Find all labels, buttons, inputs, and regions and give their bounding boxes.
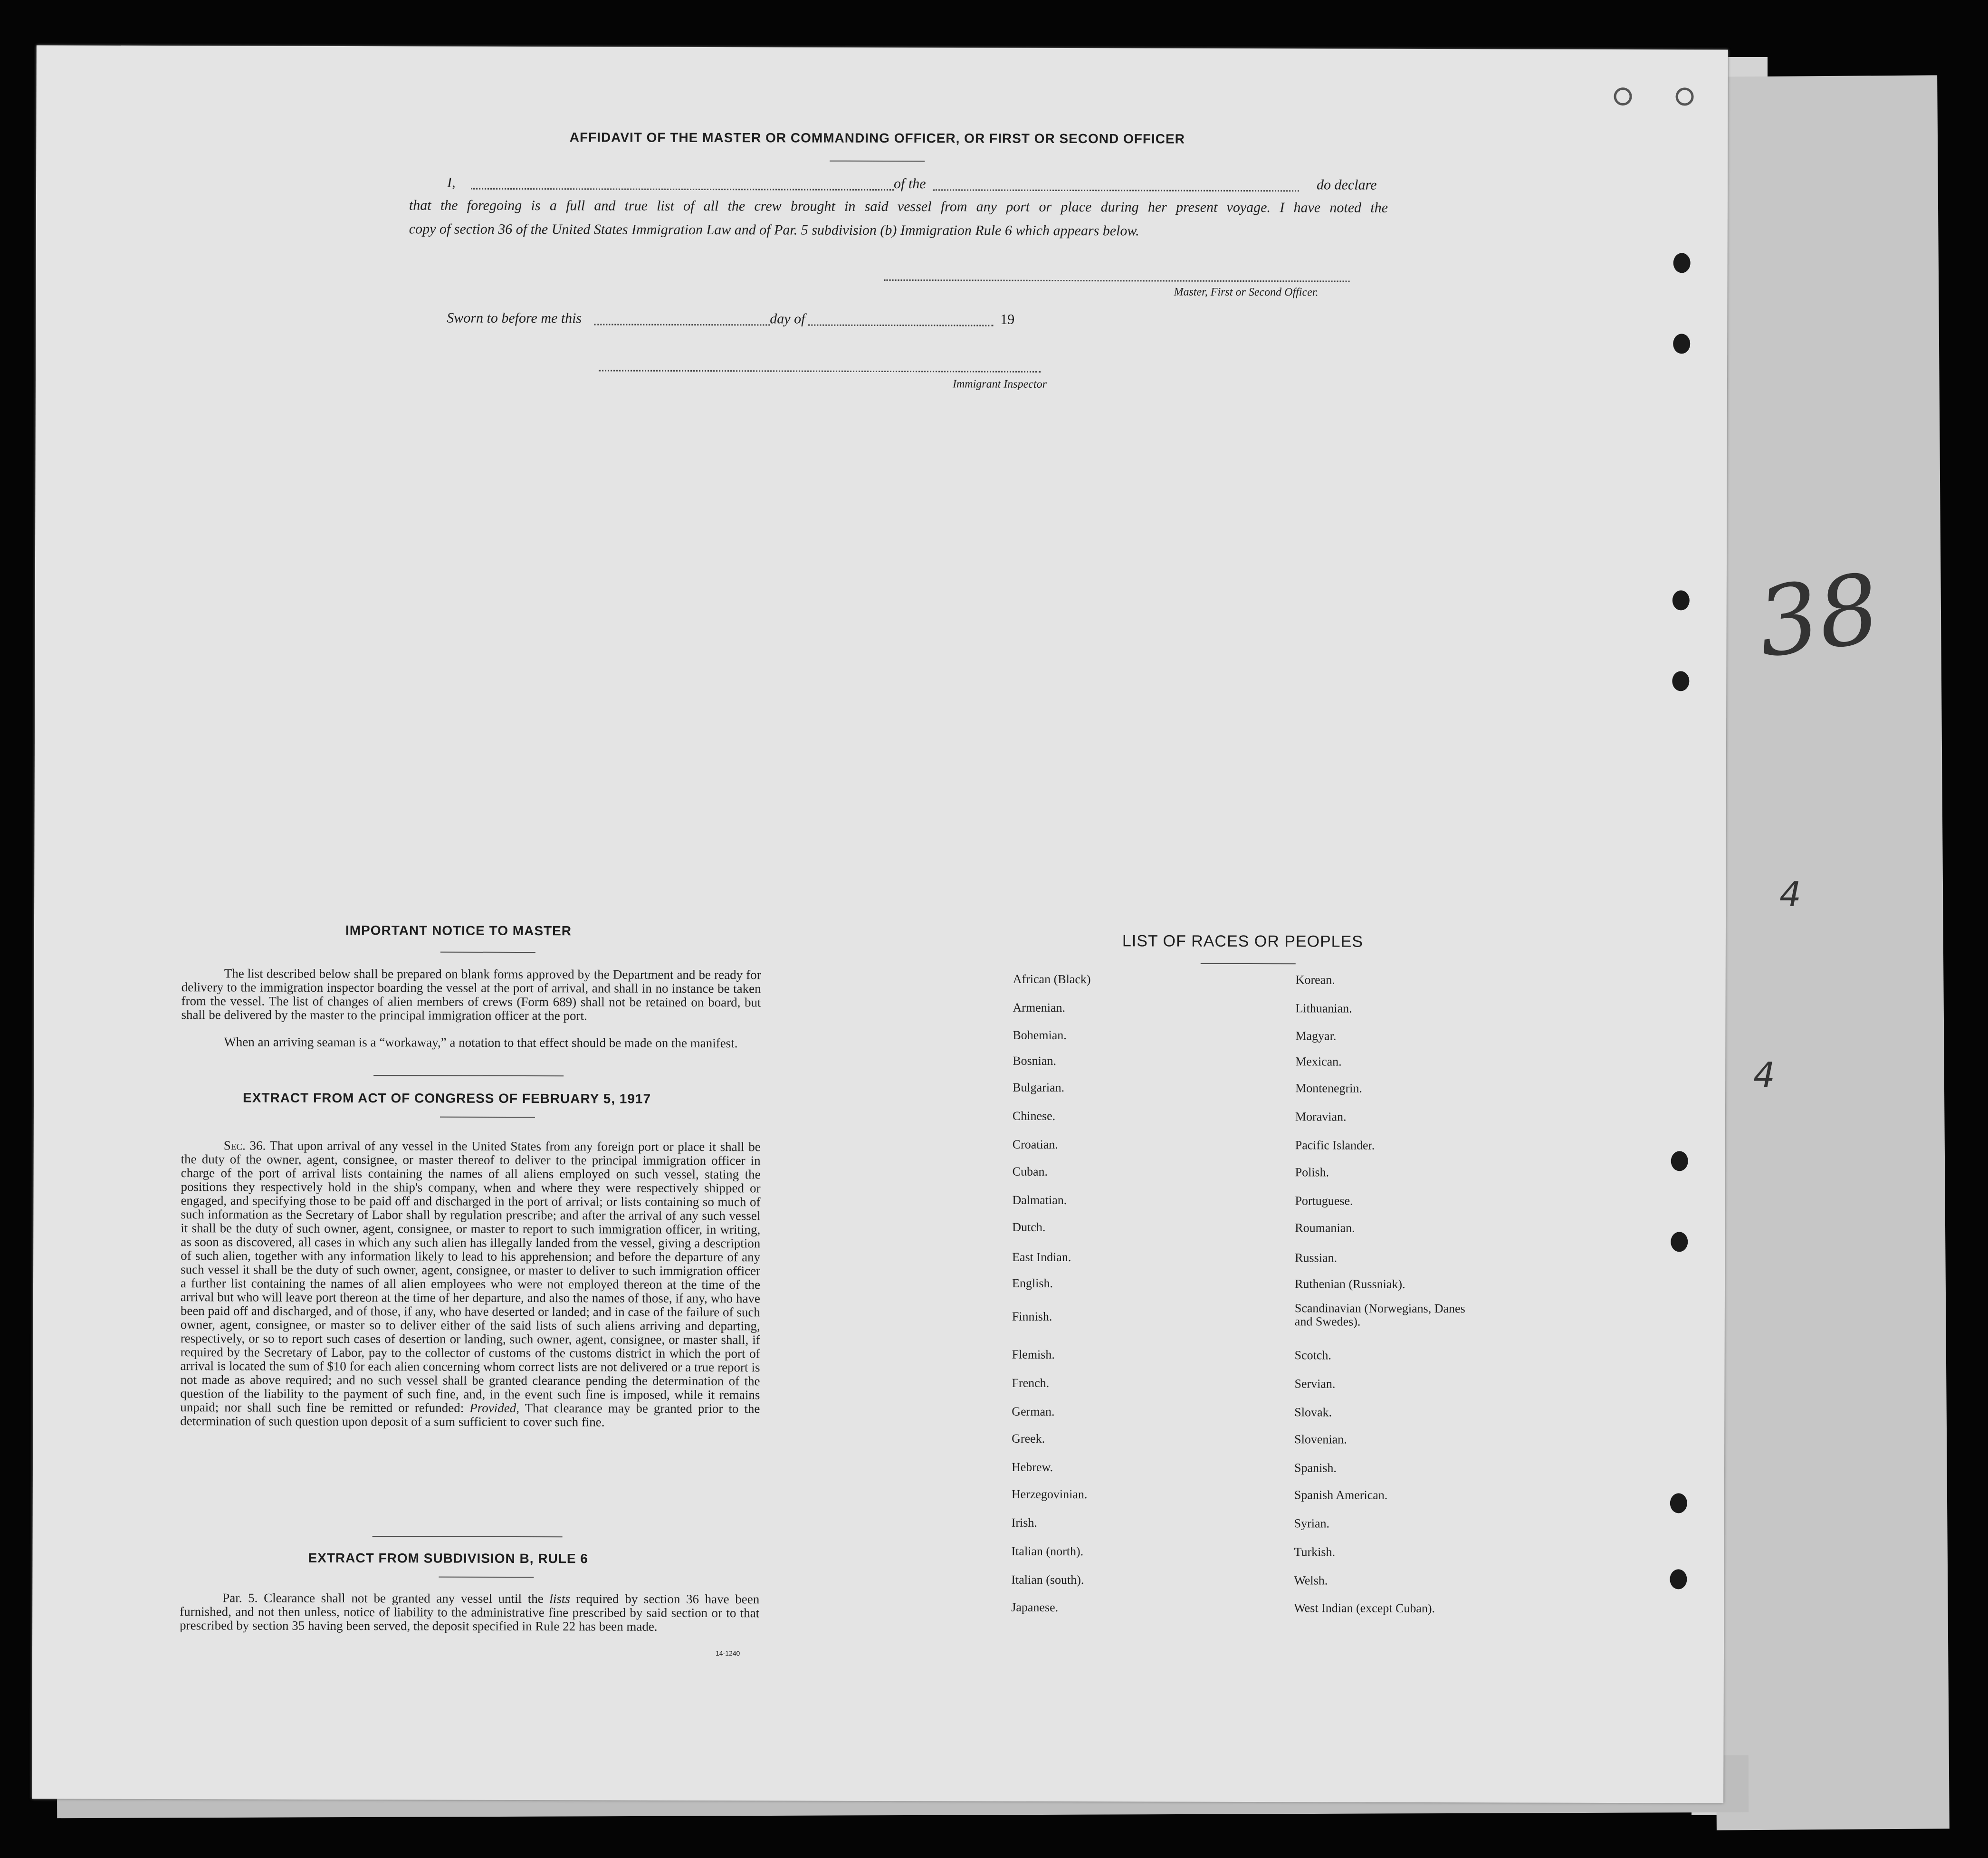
race-item: East Indian. bbox=[1012, 1250, 1071, 1264]
race-item: Syrian. bbox=[1294, 1516, 1330, 1531]
race-item: Greek. bbox=[1012, 1431, 1045, 1446]
extract-act-heading: EXTRACT FROM ACT OF CONGRESS OF FEBRUARY 5, 1917 bbox=[242, 1090, 651, 1106]
day-of-label: day of bbox=[770, 311, 805, 327]
race-item: West Indian (except Cuban). bbox=[1294, 1601, 1435, 1616]
inspector-signature-line[interactable] bbox=[599, 370, 1041, 372]
race-item: Dutch. bbox=[1012, 1220, 1046, 1234]
race-item: Bulgarian. bbox=[1013, 1080, 1065, 1095]
race-item: Russian. bbox=[1295, 1251, 1338, 1265]
vessel-name-field[interactable] bbox=[933, 189, 1299, 192]
race-item: Polish. bbox=[1295, 1165, 1329, 1179]
races-right-column bbox=[37, 45, 1728, 49]
race-item: Mexican. bbox=[1295, 1054, 1342, 1069]
divider bbox=[830, 161, 925, 162]
master-name-field[interactable] bbox=[471, 188, 894, 191]
do-declare-label: do declare bbox=[1317, 177, 1377, 193]
race-item: Slovenian. bbox=[1294, 1432, 1347, 1446]
race-item: Italian (south). bbox=[1011, 1572, 1084, 1587]
race-item: Armenian. bbox=[1013, 1000, 1066, 1015]
races-left-column bbox=[37, 45, 1728, 49]
race-item: Ruthenian (Russniak). bbox=[1294, 1277, 1405, 1291]
section-36-text bbox=[180, 1139, 761, 1429]
punch-hole bbox=[1670, 1569, 1687, 1589]
race-item: Chinese. bbox=[1012, 1109, 1056, 1123]
divider bbox=[373, 1536, 563, 1537]
lists-word: lists bbox=[549, 1591, 570, 1606]
notice-paragraph-1: The list described below shall be prepared on blank forms approved by the Department and be ready for delivery to the immigration inspector boarding the vessel at the port of arrival, and shall in no instance be taken from the vessel. The list of changes of alien members of crews (Form 689) shall not be retained on board, but shall be delivered by the master to the principal immigration officer at the port. bbox=[181, 966, 761, 1023]
race-item: Montenegrin. bbox=[1295, 1081, 1362, 1095]
race-item: German. bbox=[1012, 1404, 1055, 1418]
handwritten-mark: 4 bbox=[1753, 1055, 1775, 1095]
divider bbox=[440, 952, 535, 953]
race-item: Croatian. bbox=[1012, 1137, 1058, 1151]
divider bbox=[440, 1117, 535, 1118]
form-number: 14-1240 bbox=[715, 1649, 740, 1657]
race-item: Spanish. bbox=[1294, 1461, 1337, 1475]
race-item: Irish. bbox=[1011, 1515, 1037, 1530]
race-item: Portuguese. bbox=[1295, 1194, 1353, 1208]
affidavit-heading: AFFIDAVIT OF THE MASTER OR COMMANDING OFFICER, OR FIRST OR SECOND OFFICER bbox=[569, 130, 1185, 146]
master-signature-line[interactable] bbox=[884, 279, 1350, 282]
races-heading: LIST OF RACES OR PEOPLES bbox=[1122, 932, 1364, 951]
race-item: Bosnian. bbox=[1013, 1054, 1057, 1068]
handwritten-number-38: 38 bbox=[1751, 553, 1886, 680]
affidavit-line-2: that the foregoing is a full and true list of all the crew brought in said vessel from any port or place during her present voyage. I have noted the bbox=[409, 197, 1388, 216]
race-item: Lithuanian. bbox=[1295, 1001, 1352, 1015]
affidavit-line-3: copy of section 36 of the United States Immigration Law and of Par. 5 subdivision (b) Immigration Rule 6 which appears below. bbox=[409, 221, 1139, 239]
notice-paragraph-2: When an arriving seaman is a “workaway,” a notation to that effect should be made on the manifest. bbox=[224, 1034, 738, 1051]
divider bbox=[439, 1577, 534, 1578]
punch-hole bbox=[1673, 253, 1691, 273]
punch-hole bbox=[1673, 590, 1690, 610]
handwritten-mark: 4 bbox=[1779, 874, 1801, 914]
race-item: Hebrew. bbox=[1011, 1460, 1053, 1474]
race-item: Spanish American. bbox=[1294, 1488, 1388, 1502]
affidavit-of-the-label: of the bbox=[894, 176, 926, 192]
race-item: French. bbox=[1012, 1376, 1050, 1390]
race-item: Turkish. bbox=[1294, 1545, 1336, 1559]
section-body: 36. That upon arrival of any vessel in the United States from any foreign port or place it shall be the duty of the owner, agent, consignee, or master thereof to deliver to the principal immigration officer in charge of the port of arrival lists containing the names of all aliens employed on such vessel, stating the positions they respectively hold in the ship's company, when and where they were respectively shipped or engaged, and specifying those to be paid off and discharged in the port of arrival; or lists containing so much of such information as the Secretary of Labor shall by regulation prescribe; and after the arrival of any such vessel it shall be the duty of such owner, agent, consignee, or master to report to such immigration officer, in writing, as soon as discovered, all cases in which any such alien has illegally landed from the vessel, giving a description of such alien, together with any information likely to lead to his apprehension; and before the departure of any such vessel it shall be the duty of such owner, agent, consignee, or master to deliver to such immigration officer a further list containing the names of all alien employees who were not employed thereon at the time of the arrival but who will leave port thereon at the time of her departure, and also the names of those, if any, who have been paid off and discharged, and of those, if any, who have deserted or landed; and in case of the failure of such owner, agent, consignee, or master so to deliver either of the said lists of such aliens arriving and departing, respectively, or so to report such cases of desertion or landing, such owner, agent, consignee, or master shall, if required by the Secretary of Labor, pay to the collector of customs of the customs district in which the port of arrival is located the sum of $10 for each alien concerning whom correct lists are not delivered or a true report is not made as above required; and no such vessel shall be granted clearance pending the determination of the question of the liability to the payment of such fine, and, in the event such fine is imposed, while it remains unpaid; nor shall such fine be remitted or refunded: bbox=[180, 1138, 761, 1415]
punch-hole bbox=[1671, 1151, 1688, 1171]
race-item: Finnish. bbox=[1012, 1309, 1052, 1323]
race-item: Flemish. bbox=[1012, 1347, 1055, 1361]
race-item: Korean. bbox=[1295, 973, 1335, 987]
sworn-month-field[interactable] bbox=[808, 325, 993, 326]
race-item: Japanese. bbox=[1011, 1600, 1059, 1614]
underlying-page bbox=[1704, 75, 1950, 1830]
race-item: Herzegovinian. bbox=[1011, 1487, 1088, 1502]
year-prefix: 19 bbox=[1000, 311, 1015, 327]
rule-6-text bbox=[180, 1591, 759, 1634]
extract-rule-heading: EXTRACT FROM SUBDIVISION B, RULE 6 bbox=[308, 1550, 588, 1566]
race-item: Italian (north). bbox=[1011, 1544, 1084, 1559]
race-item: Slovak. bbox=[1294, 1405, 1332, 1419]
punch-hole bbox=[1673, 334, 1690, 354]
race-item: Bohemian. bbox=[1013, 1028, 1067, 1043]
race-item: Magyar. bbox=[1295, 1029, 1337, 1043]
race-item: Roumanian. bbox=[1295, 1221, 1355, 1235]
section-label: Sec. bbox=[223, 1138, 246, 1153]
master-signature-label: Master, First or Second Officer. bbox=[1174, 286, 1319, 299]
section-body-end: That clearance may be granted prior to the determination of such question upon deposit of a sum sufficient to cover such fine. bbox=[180, 1401, 760, 1429]
race-item: Scandinavian (Norwegians, Danes and Swedes). bbox=[1294, 1301, 1465, 1329]
sworn-label: Sworn to before me this bbox=[447, 310, 582, 326]
rule-text-a: Par. 5. Clearance shall not be granted any vessel until the bbox=[222, 1590, 544, 1606]
provided-word: Provided, bbox=[469, 1400, 520, 1416]
binder-ring bbox=[1614, 87, 1632, 105]
race-item: Pacific Islander. bbox=[1295, 1138, 1375, 1152]
race-item: Servian. bbox=[1294, 1377, 1336, 1391]
rule-text-b: required by section 36 have been furnished, and not then unless, notice of liability to the administrative fine prescribed by said section or to that prescribed by section 35 having been served, the deposit specified in Rule 22 has been made. bbox=[180, 1591, 760, 1634]
notice-heading: IMPORTANT NOTICE TO MASTER bbox=[345, 923, 572, 939]
race-item: African (Black) bbox=[1013, 972, 1091, 986]
punch-hole bbox=[1672, 671, 1689, 691]
punch-hole bbox=[1670, 1493, 1687, 1513]
race-item: Scotch. bbox=[1294, 1348, 1331, 1362]
punch-hole bbox=[1671, 1232, 1688, 1252]
document-page bbox=[32, 45, 1728, 1803]
sworn-day-field[interactable] bbox=[594, 324, 770, 326]
divider bbox=[373, 1075, 564, 1076]
binder-ring bbox=[1676, 87, 1694, 105]
race-item: Cuban. bbox=[1012, 1164, 1048, 1178]
race-item: Moravian. bbox=[1295, 1110, 1347, 1124]
inspector-label: Immigrant Inspector bbox=[952, 378, 1047, 391]
affidavit-i-label: I, bbox=[447, 174, 456, 191]
race-item: Dalmatian. bbox=[1012, 1193, 1067, 1207]
race-item: English. bbox=[1012, 1276, 1053, 1290]
divider bbox=[1201, 963, 1296, 965]
race-item: Welsh. bbox=[1294, 1573, 1328, 1588]
